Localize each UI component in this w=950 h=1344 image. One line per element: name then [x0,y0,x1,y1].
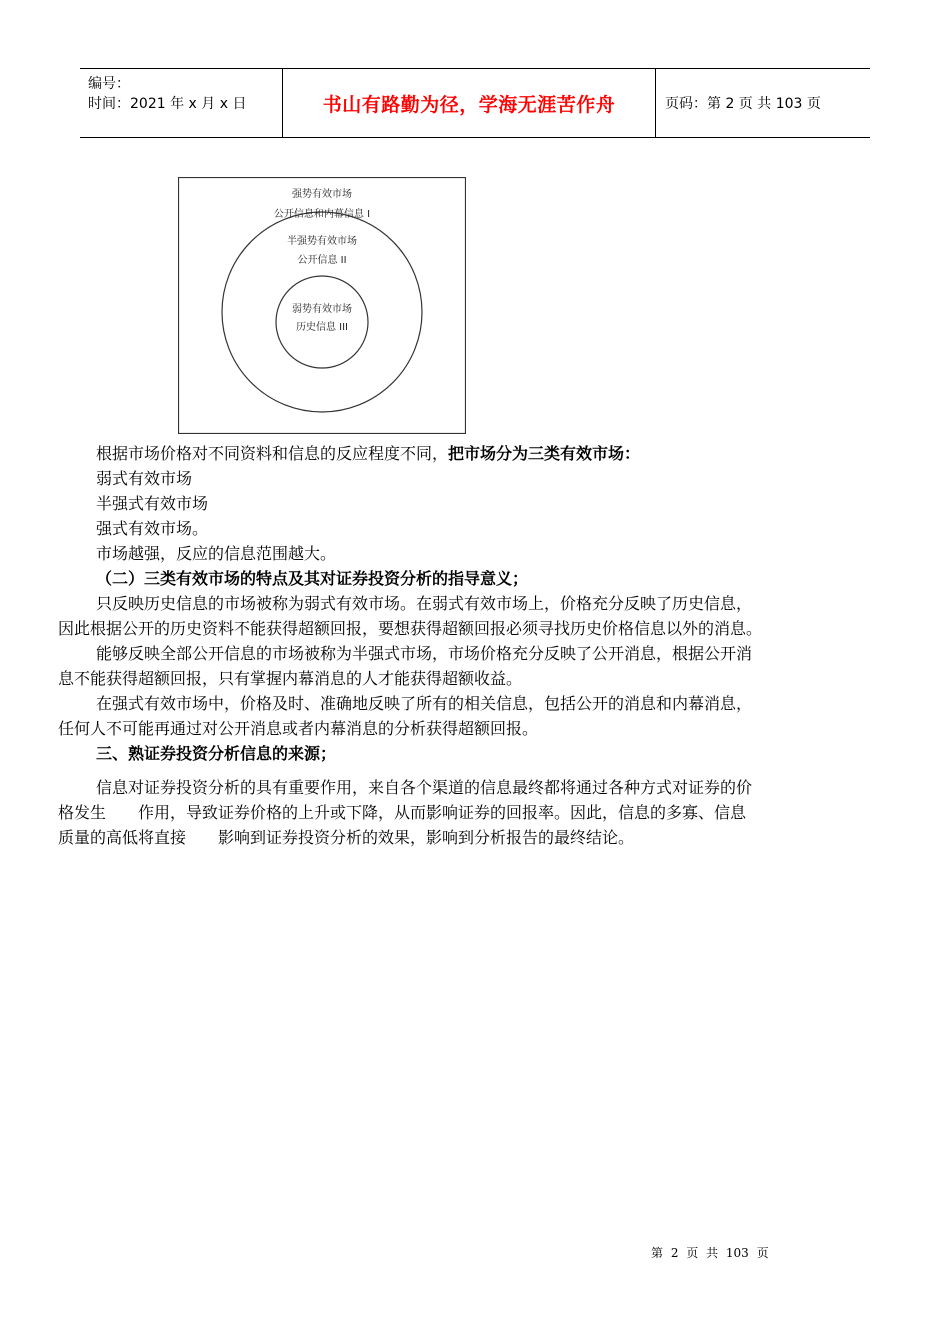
paragraph-weak-line2: 因此根据公开的历史资料不能获得超额回报，要想获得超额回报必须寻找历史价格信息以外的消息。 [58,619,763,638]
paragraph-semi-line1: 能够反映全部公开信息的市场被称为半强式市场，市场价格充分反映了公开消息，根据公开消 [96,644,753,663]
section-heading-two: （二）三类有效市场的特点及其对证券投资分析的指导意义； [96,569,529,588]
section-heading-three: 三、熟证券投资分析信息的来源； [96,744,337,763]
document-date-label: 时间：2021 年 x 月 x 日 [88,96,247,112]
paragraph-semi-line2: 息不能获得超额回报，只有掌握内幕消息的人才能获得超额收益。 [58,669,523,688]
middle-sub-label: 公开信息 II [297,255,347,266]
outer-title-label: 强势有效市场 [292,189,352,200]
header-motto: 书山有路勤为径，学海无涯苦作舟 [322,93,616,116]
header-page-cell [655,69,870,137]
header-motto-cell [282,69,656,137]
intro-bold-text: 把市场分为三类有效市场： [448,444,641,463]
page-header [80,68,870,138]
header-page-number: 页码：第 2 页 共 103 页 [665,96,821,112]
market-circles-figure [178,177,466,434]
intro-line [96,442,640,466]
paragraph-weak-line1: 只反映历史信息的市场被称为弱式有效市场。在弱式有效市场上，价格充分反映了历史信息， [96,594,753,613]
list-item-semi-strong: 半强式有效市场 [96,494,209,513]
inner-title-label: 弱势有效市场 [292,304,352,315]
middle-title-label: 半强势有效市场 [287,236,357,247]
paragraph-info-line1: 信息对证券投资分析的具有重要作用，来自各个渠道的信息最终都将通过各种方式对证券的价 [96,778,753,797]
list-item-weak: 弱式有效市场 [96,469,193,488]
document-number-label: 编号： [88,76,130,92]
inner-sub-label: 历史信息 III [295,322,349,333]
paragraph-info-line2: 格发生 作用，导致证券价格的上升或下降，从而影响证券的回报率。因此，信息的多寡、信息 [58,803,747,822]
outer-sub-label: 公开信息和内幕信息 I [273,209,371,220]
page-footer: 第 2 页 共 103 页 [651,1246,769,1260]
intro-text: 根据市场价格对不同资料和信息的反应程度不同， [96,444,449,463]
header-meta-cell [80,69,282,137]
paragraph-info-line3: 质量的高低将直接 影响到证券投资分析的效果，影响到分析报告的最终结论。 [58,828,635,847]
paragraph-strong-line1: 在强式有效市场中，价格及时、准确地反映了所有的相关信息，包括公开的消息和内幕消息， [96,694,753,713]
list-item-strong: 强式有效市场。 [96,519,209,538]
market-strength-note: 市场越强，反应的信息范围越大。 [96,544,337,563]
efficient-market-diagram [178,177,466,434]
paragraph-strong-line2: 任何人不可能再通过对公开消息或者内幕消息的分析获得超额回报。 [58,719,539,738]
